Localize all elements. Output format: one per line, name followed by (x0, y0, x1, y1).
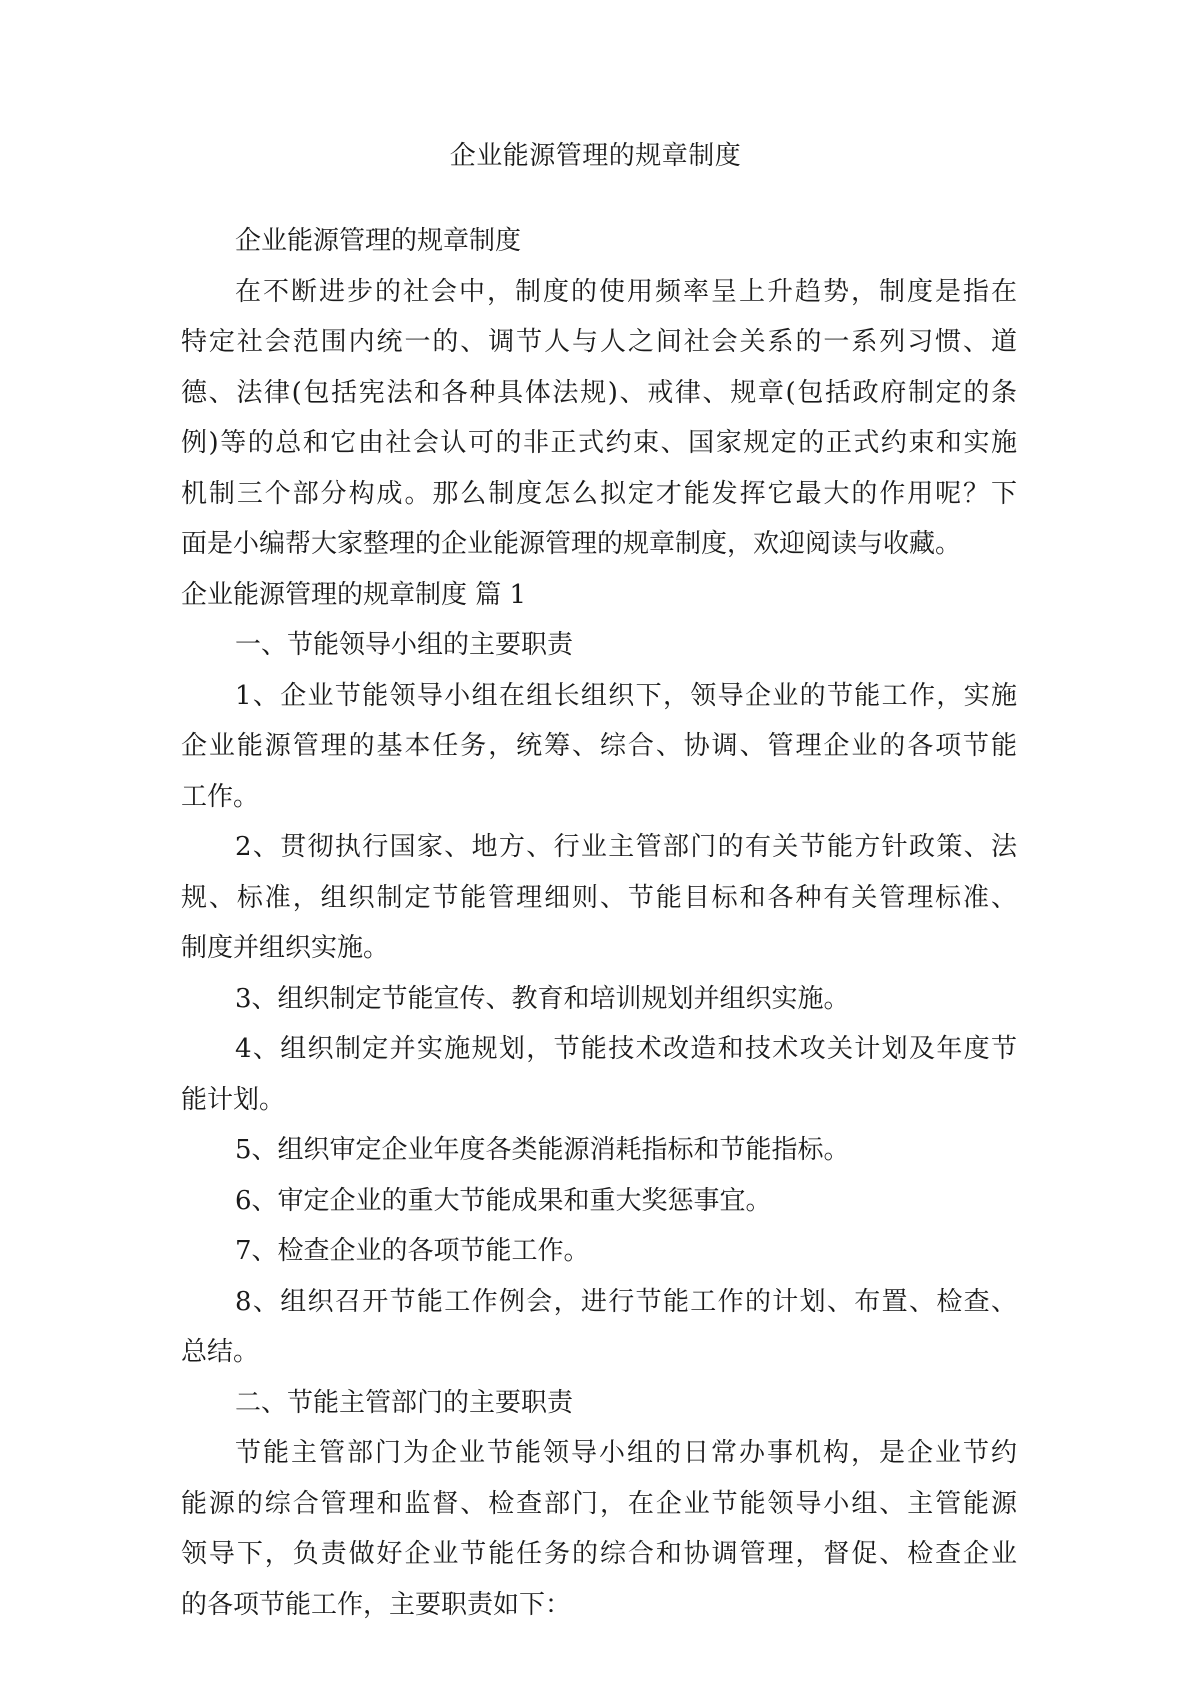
paragraph-line: 3、组织制定节能宣传、教育和培训规划并组织实施。 (235, 983, 850, 1014)
paragraph-line: 制度并组织实施。 (181, 933, 390, 963)
paragraph-line: 机制三个部分构成。那么制度怎么拟定才能发挥它最大的作用呢？下 (181, 478, 1017, 509)
paragraph-line: 面是小编帮大家整理的企业能源管理的规章制度，欢迎阅读与收藏。 (181, 529, 962, 559)
document-title: 企业能源管理的规章制度 (449, 141, 742, 171)
paragraph-line: 总结。 (181, 1337, 260, 1367)
paragraph-line: 5、组织审定企业年度各类能源消耗指标和节能指标。 (235, 1135, 850, 1165)
document-body (181, 216, 1017, 1630)
paragraph-line: 1、企业节能领导小组在组长组织下，领导企业的节能工作，实施 (235, 680, 1017, 711)
paragraph-line: 特定社会范围内统一的、调节人与人之间社会关系的一系列习惯、道 (181, 327, 1017, 357)
paragraph-line: 工作。 (181, 781, 260, 812)
paragraph-line: 企业能源管理的规章制度 篇 1 (181, 579, 527, 610)
paragraph-line: 企业能源管理的规章制度 (235, 226, 522, 256)
paragraph-line: 7、检查企业的各项节能工作。 (235, 1236, 590, 1266)
paragraph-line: 一、节能领导小组的主要职责 (235, 630, 574, 660)
paragraph-line: 规、标准，组织制定节能管理细则、节能目标和各种有关管理标准、 (181, 882, 1017, 913)
paragraph-line: 2、贯彻执行国家、地方、行业主管部门的有关节能方针政策、法 (235, 832, 1017, 862)
paragraph-line: 企业能源管理的基本任务，统筹、综合、协调、管理企业的各项节能 (181, 731, 1017, 761)
paragraph-line: 二、节能主管部门的主要职责 (235, 1387, 574, 1418)
paragraph-line: 的各项节能工作，主要职责如下： (181, 1589, 572, 1620)
paragraph-line: 能源的综合管理和监督、检查部门，在企业节能领导小组、主管能源 (181, 1488, 1017, 1519)
paragraph-line: 例)等的总和它由社会认可的非正式约束、国家规定的正式约束和实施 (181, 428, 1017, 458)
paragraph-line: 德、法律(包括宪法和各种具体法规)、戒律、规章(包括政府制定的条 (181, 377, 1017, 408)
paragraph-line: 领导下，负责做好企业节能任务的综合和协调管理，督促、检查企业 (181, 1539, 1017, 1569)
paragraph-line: 节能主管部门为企业节能领导小组的日常办事机构，是企业节约 (235, 1438, 1017, 1468)
paragraph-line: 8、组织召开节能工作例会，进行节能工作的计划、布置、检查、 (235, 1286, 1017, 1317)
paragraph-line: 在不断进步的社会中，制度的使用频率呈上升趋势，制度是指在 (235, 276, 1017, 307)
paragraph-line: 能计划。 (181, 1084, 286, 1115)
paragraph-line: 4、组织制定并实施规划，节能技术改造和技术攻关计划及年度节 (235, 1034, 1017, 1064)
paragraph-line: 6、审定企业的重大节能成果和重大奖惩事宜。 (235, 1185, 772, 1216)
